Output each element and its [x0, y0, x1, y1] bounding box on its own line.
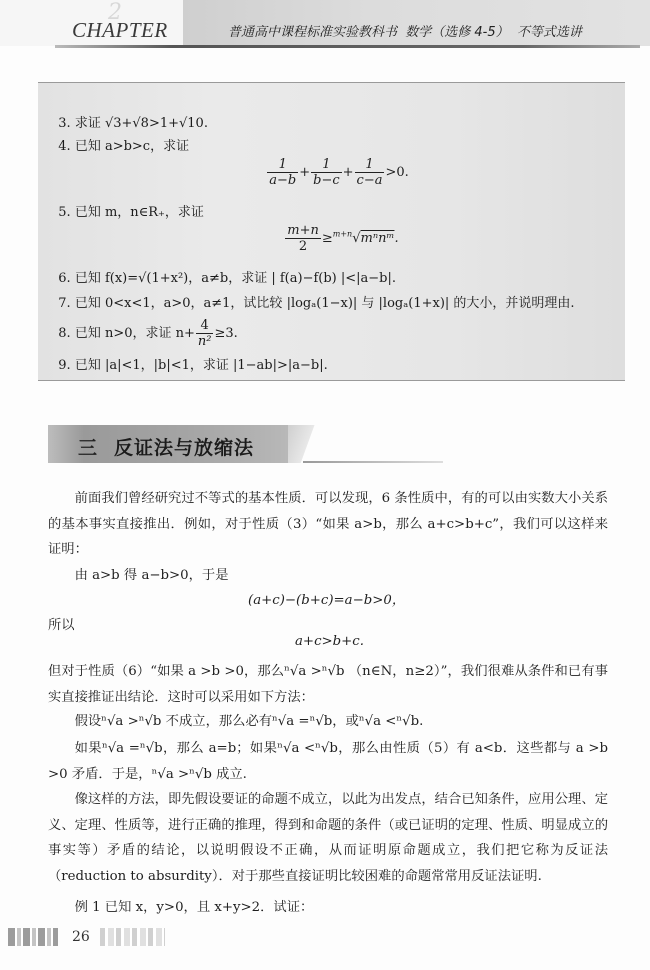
fraction: $\frac{4}{\text{n²}}$ [197, 318, 212, 349]
paragraph-definition: 像这样的方法，即先假设要证的命题不成立，以此为出发点，结合已知条件，应用公理、定义、定理、性质等，进行正确的推理，得到和命题的条件（或已证明的定理、性质、明显成立的事实等）矛盾的结论，以说明假设不正确，从而证明原命题成立，我们把它称为反证法（reduction to absurdity）．对于那些直接证明比较困难的命题常常用反证法证明. [48, 792, 608, 884]
exercise-text: 已知 n>0，求证 n+ [74, 326, 195, 341]
example-1: 例 1 已知 x，y>0，且 x+y>2．试证： [74, 900, 314, 915]
exercise-5 [50, 186, 204, 220]
page-header [0, 0, 650, 48]
section-banner-rule [303, 461, 443, 463]
exercise-text: 求证 √3+√8>1+√10. [74, 116, 208, 131]
exercise-number: 7. [58, 296, 71, 311]
book-title: 普通高中课程标准实验教科书 数学（选修 4-5） 不等式选讲 [228, 25, 582, 40]
fraction: $\frac{1}{c-a}$ [356, 157, 383, 188]
exercise-text: 已知 a>b>c，求证 [74, 139, 190, 154]
exercise-number: 8. [58, 326, 71, 341]
exercise-number: 9. [58, 358, 71, 373]
paragraph-contradiction: 如果ⁿ√a =ⁿ√b，那么 a=b；如果ⁿ√a <ⁿ√b，那么由性质（5）有 a<b．这些都与 a >b >0 矛盾．于是，ⁿ√a >ⁿ√b 成立. [48, 741, 608, 782]
exercise-text: 已知 f(x)=√(1+x²)，a≠b，求证 | f(a)−f(b) |<|a−b|. [74, 271, 397, 286]
equation-1: (a+c)−(b+c)=a−b>0， [248, 593, 406, 608]
footer-decoration-right [100, 928, 165, 946]
exercise-number: 6. [58, 271, 71, 286]
section-number: 三 [78, 437, 98, 459]
exercise-number: 5. [58, 205, 71, 220]
exercise-5-formula: $\frac{m+n}{2}$ ≥$^{m+n}$√mⁿnᵐ. [287, 223, 399, 254]
exercise-4 [50, 120, 189, 154]
paragraph-therefore: 所以 [48, 618, 75, 633]
exercise-4-formula: $\frac{1}{a-b}$ + $\frac{1}{b-c}$ + $\frac{1}{c-a}$ >0. [269, 157, 409, 188]
equation-2: a+c>b+c. [295, 634, 364, 649]
fraction: $\frac{1}{a-b}$ [269, 157, 297, 188]
exercise-9 [50, 339, 328, 373]
fraction: $\frac{1}{b-c}$ [313, 157, 340, 188]
section-banner-stripe [288, 425, 318, 463]
footer-decoration-left [8, 928, 58, 946]
paragraph-proof-start: 由 a>b 得 a−b>0，于是 [74, 568, 229, 583]
section-title: 反证法与放缩法 [114, 437, 255, 459]
exercise-text: 已知 |a|<1，|b|<1，求证 |1−ab|>|a−b|. [74, 358, 328, 373]
page-number: 26 [72, 929, 90, 945]
exercise-number: 4. [58, 139, 71, 154]
fraction: $\frac{m+n}{2}$ [287, 223, 319, 254]
paragraph-assume: 假设ⁿ√a >ⁿ√b 不成立，那么必有ⁿ√a =ⁿ√b，或ⁿ√a <ⁿ√b. [74, 714, 424, 729]
section-banner [48, 425, 408, 465]
exercise-text: 已知 m，n∈R₊，求证 [74, 205, 204, 220]
header-rule [55, 45, 640, 48]
paragraph-intro: 前面我们曾经研究过不等式的基本性质．可以发现，6 条性质中，有的可以由实数大小关系的基本事实直接推出．例如，对于性质（3）“如果 a>b，那么 a+c>b+c”，我们可以这样来证明： [48, 491, 608, 557]
chapter-number-watermark: 2 [108, 0, 122, 25]
paragraph-property-6: 但对于性质（6）“如果 a >b >0，那么ⁿ√a >ⁿ√b （n∈N，n≥2）”，我们很难从条件和已有事实直接推证出结论．这时可以采用如下方法： [48, 664, 608, 705]
chapter-label: CHAPTER [72, 18, 168, 42]
exercise-text: 已知 0<x<1，a>0，a≠1，试比较 |logₐ(1−x)| 与 |logₐ(1+x)| 的大小，并说明理由. [74, 296, 575, 311]
exercise-number: 3. [58, 116, 71, 131]
exercise-8: 8. 已知 n>0，求证 n+ $\frac{4}{\text{n²}}$ ≥3. [58, 318, 238, 349]
